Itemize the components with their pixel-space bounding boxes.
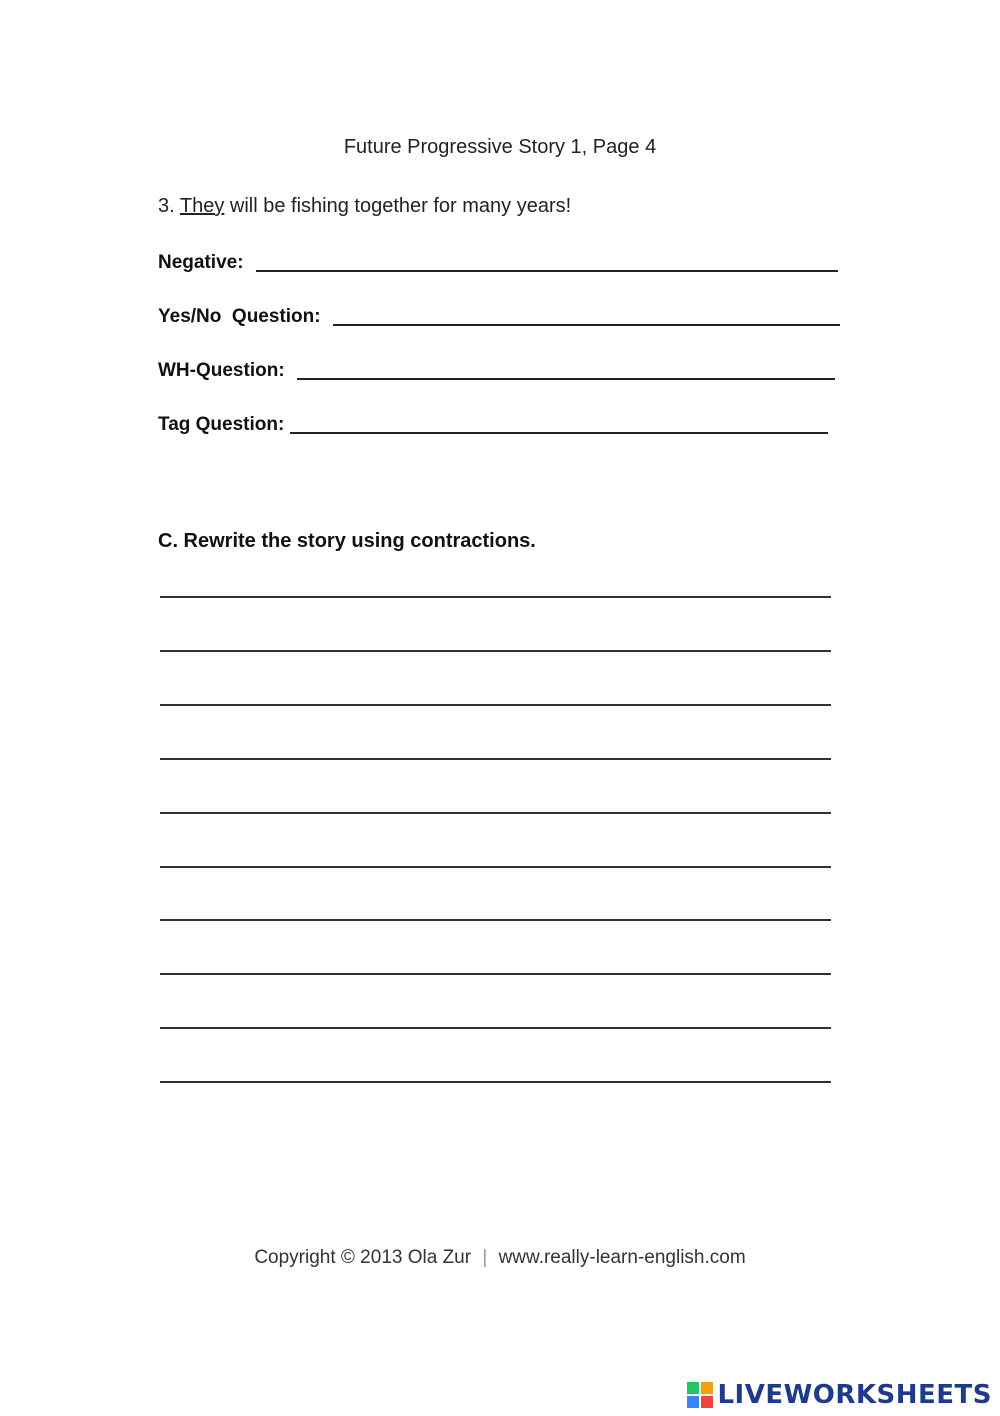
writing-line[interactable] [160,866,831,868]
copyright-text: Copyright © 2013 Ola Zur [254,1247,472,1268]
tag-question-label: Tag Question: [158,414,285,435]
page-title: Future Progressive Story 1, Page 4 [343,136,657,158]
website-link[interactable]: www.really-learn-english.com [498,1247,746,1268]
section-c-heading: C. Rewrite the story using contractions. [158,530,536,552]
logo-text: LIVEWORKSHEETS [717,1380,992,1410]
footer-copyright [0,1247,1000,1269]
logo-block [701,1382,713,1394]
writing-line[interactable] [160,704,831,706]
exercise-subject: They [179,195,225,217]
writing-line[interactable] [160,1081,831,1083]
writing-line[interactable] [160,650,831,652]
wh-question-row [158,352,835,382]
wh-question-label: WH-Question: [158,360,285,381]
exercise-number: 3. [158,195,175,217]
negative-row [158,244,838,274]
yes-no-question-label: Yes/No Question: [158,306,321,327]
liveworksheets-logo [687,1380,992,1410]
writing-line[interactable] [160,1027,831,1029]
tag-question-answer-line[interactable] [290,432,828,434]
negative-answer-line[interactable] [256,270,838,272]
writing-line[interactable] [160,812,831,814]
logo-block [687,1382,699,1394]
logo-block [687,1396,699,1408]
yes-no-question-row [158,298,840,328]
negative-label: Negative: [158,252,244,273]
exercise-rest: will be fishing together for many years! [229,195,572,217]
writing-line[interactable] [160,596,831,598]
wh-question-answer-line[interactable] [297,378,835,380]
tag-question-row [158,406,828,436]
exercise-sentence [158,195,571,218]
writing-line[interactable] [160,919,831,921]
writing-line[interactable] [160,758,831,760]
yes-no-question-answer-line[interactable] [333,324,840,326]
writing-line[interactable] [160,973,831,975]
footer-separator: | [482,1247,488,1268]
logo-blocks-icon [687,1382,713,1408]
logo-block [701,1396,713,1408]
